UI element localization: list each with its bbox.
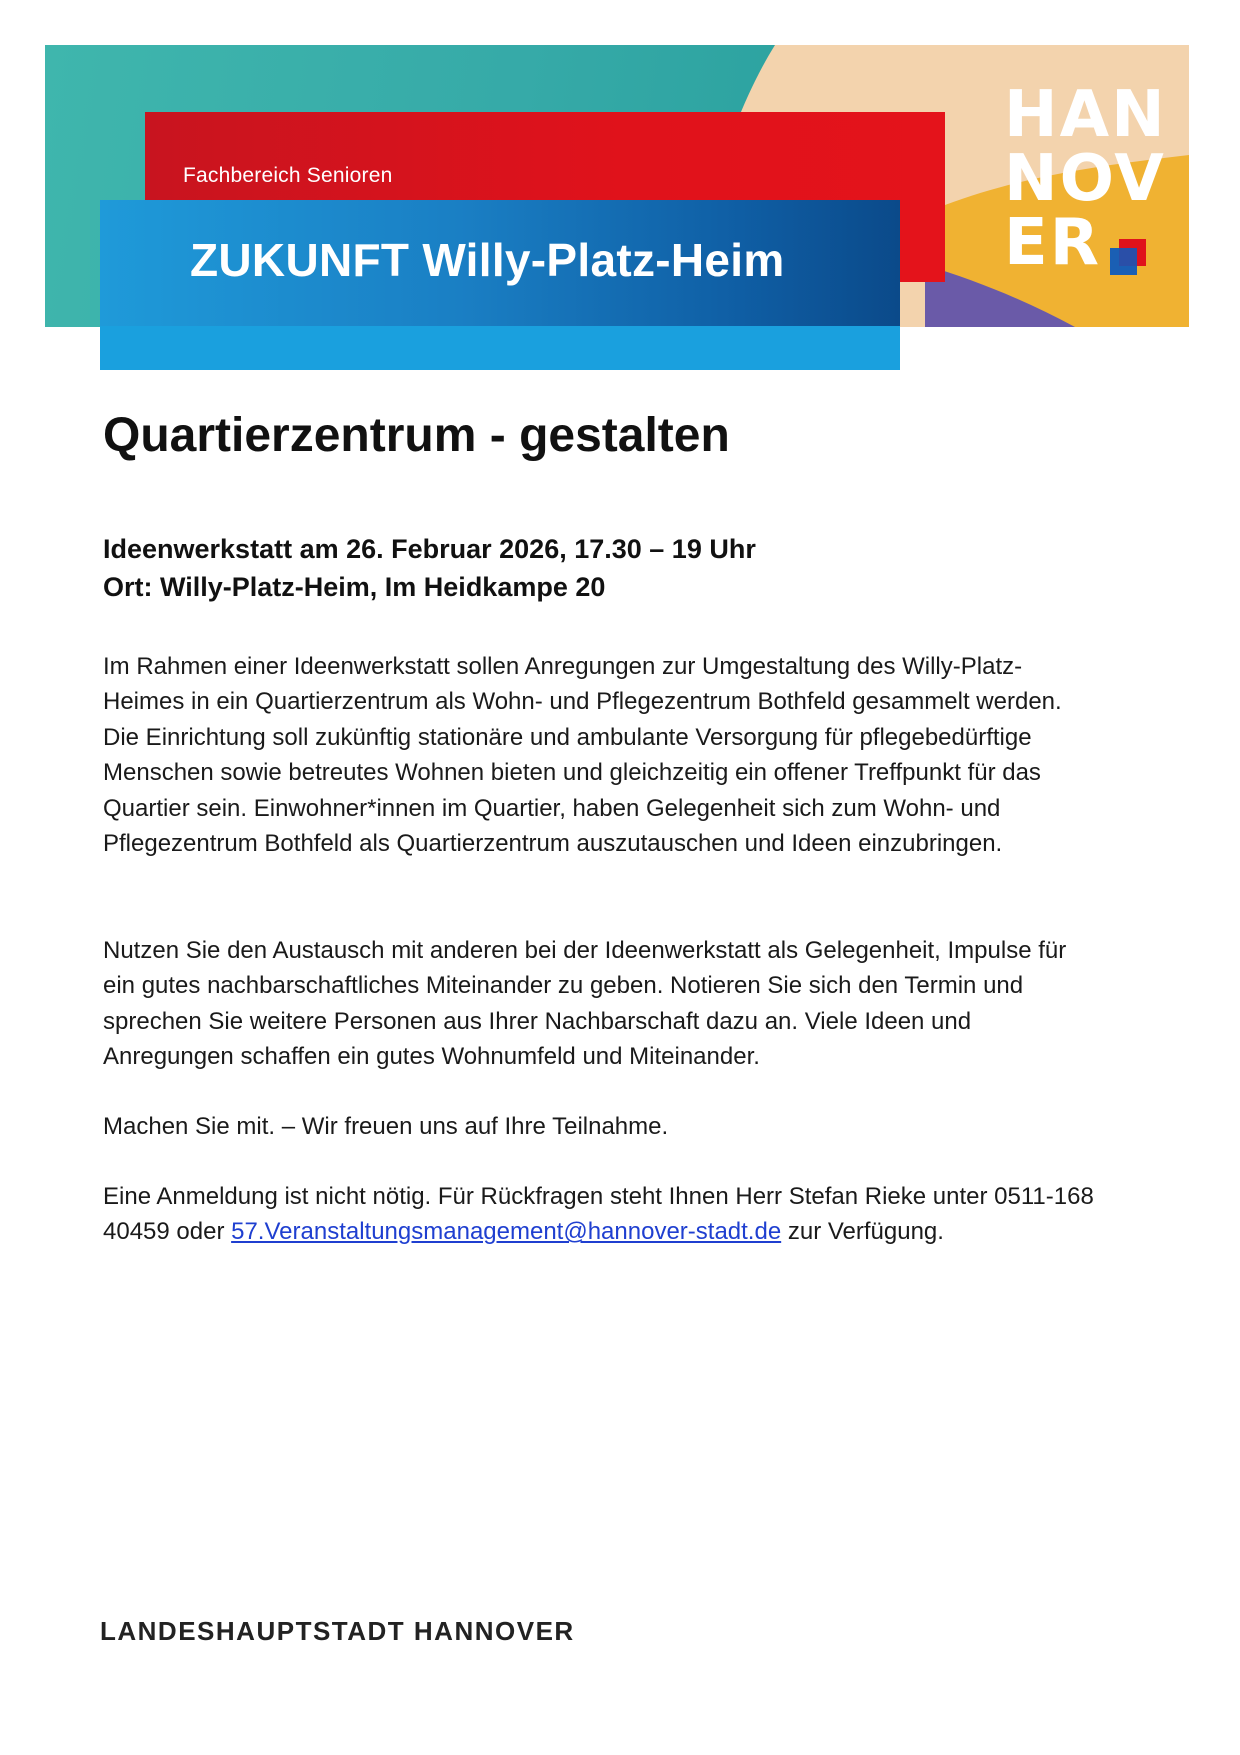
invitation-paragraph: Nutzen Sie den Austausch mit anderen bei der Ideenwerkstatt als Gelegenheit, Impulse für ein gutes nachbarschaftliches Miteinander zu geben. Notieren Sie sich den Termin und sprechen Sie weitere Personen aus Ihrer Nachbarschaft dazu an. Viele Ideen und Anregungen schaffen ein gutes Wohnumfeld und Miteinander.: [103, 937, 1067, 1071]
event-date-line: Ideenwerkstatt am 26. Februar 2026, 17.30 – 19 Uhr: [103, 534, 756, 564]
title-box-lower-band: [100, 326, 900, 370]
banner-title: ZUKUNFT Willy-Platz-Heim: [190, 234, 785, 286]
logo-line-2: NOV: [1004, 142, 1166, 216]
contact-text-after: zur Verfügung.: [781, 1218, 944, 1246]
logo-line-3: ER: [1004, 206, 1101, 280]
logo-line-1: HAN: [1004, 78, 1167, 152]
contact-text-before: Eine Anmeldung ist nicht nötig. Für Rückfragen steht Ihnen Herr Stefan Rieke unter 0511-168 40459 oder: [103, 1183, 1094, 1246]
page-title: Quartierzentrum - gestalten: [103, 409, 730, 462]
intro-paragraph: Im Rahmen einer Ideenwerkstatt sollen Anregungen zur Umgestaltung des Willy-Platz-Heimes in ein Quartierzentrum als Wohn- und Pflegezentrum Bothfeld gesammelt werden. Die Einrichtung soll zukünftig stationäre und ambulante Versorgung für pflegebedürftige Menschen sowie betreutes Wohnen bieten und gleichzeitig ein offener Treffpunkt für das Quartier sein. Einwohner*innen im Quartier, haben Gelegenheit sich zum Wohn- und Pflegezentrum Bothfeld als Quartierzentrum auszutauschen und Ideen einzubringen.: [103, 653, 1062, 858]
contact-paragraph: [103, 1179, 1103, 1250]
event-location-line: Ort: Willy-Platz-Heim, Im Heidkampe 20: [103, 572, 606, 602]
department-label: Fachbereich Senioren: [183, 164, 393, 187]
event-details: [103, 530, 756, 606]
call-to-action-paragraph: Machen Sie mit. – Wir freuen uns auf Ihre Teilnahme.: [103, 1113, 669, 1140]
footer-brand: LANDESHAUPTSTADT HANNOVER: [100, 1616, 575, 1646]
logo-squares-icon: [1110, 239, 1146, 275]
contact-email-link[interactable]: 57.Veranstaltungsmanagement@hannover-stadt.de: [231, 1218, 782, 1246]
